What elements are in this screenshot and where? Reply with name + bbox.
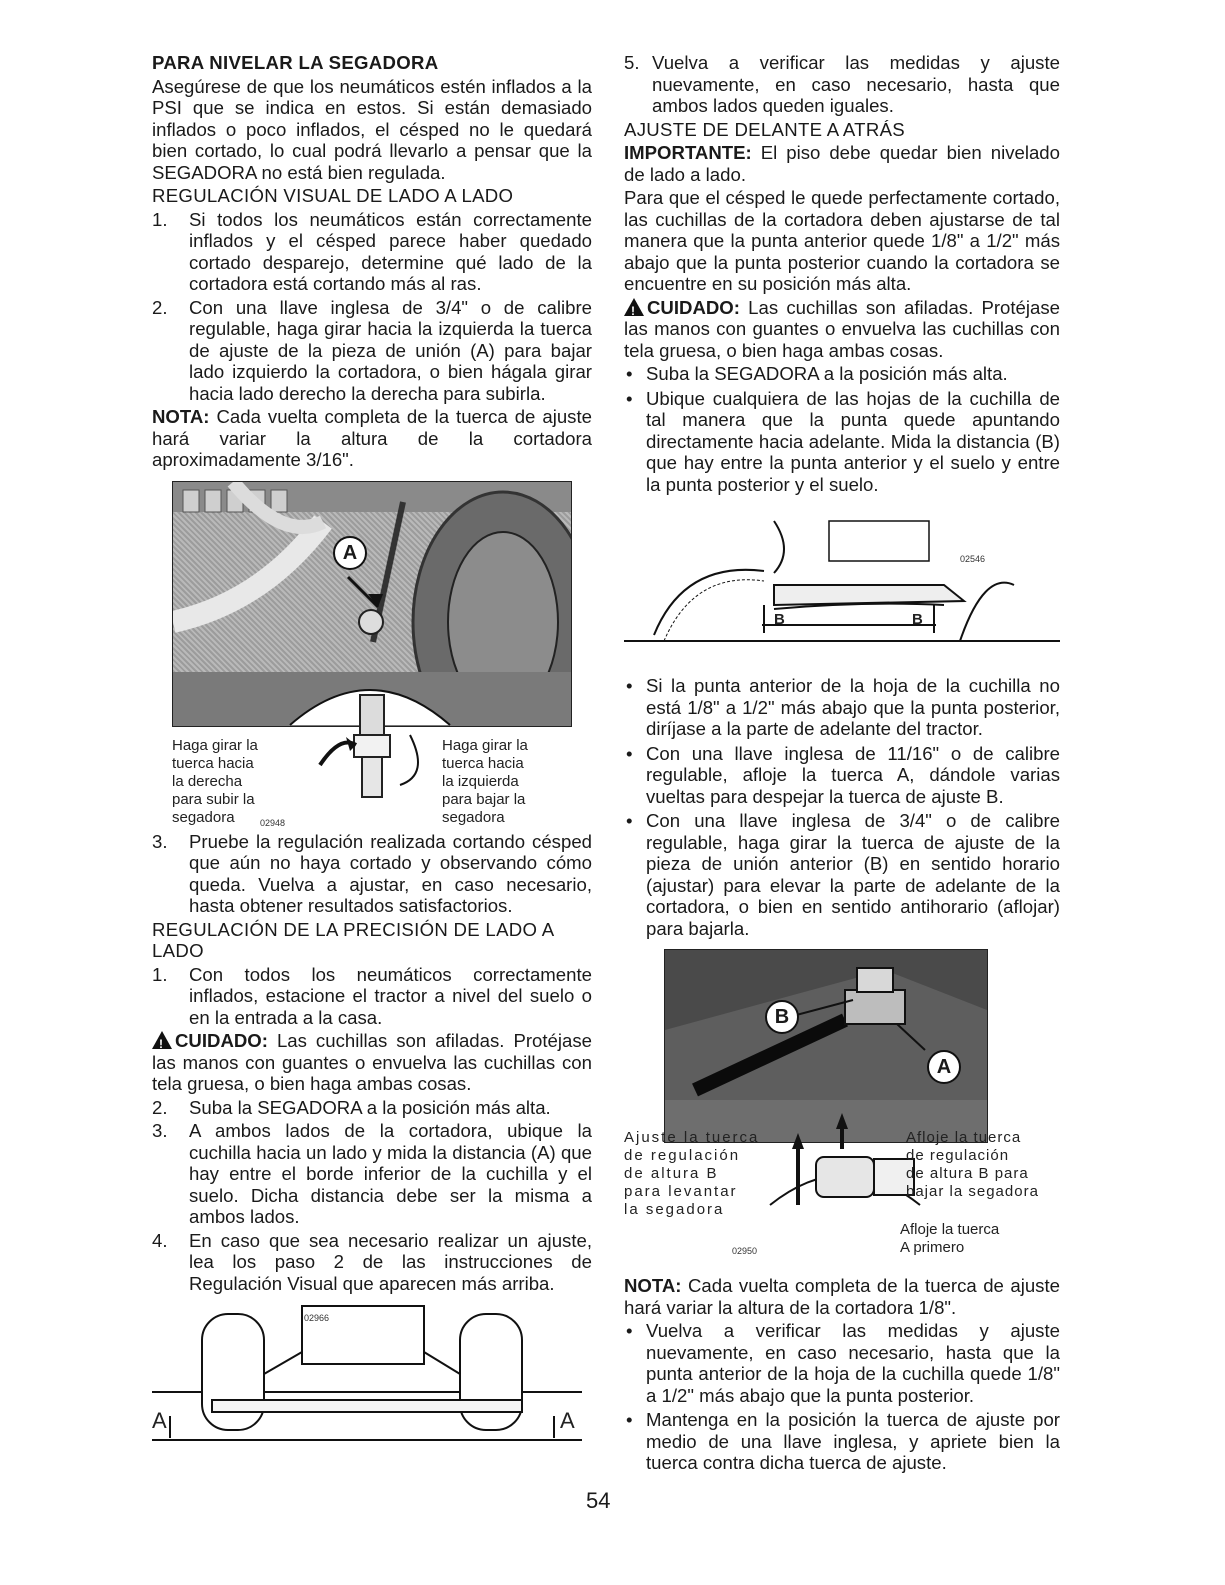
- mower-deck-illustration: [152, 1300, 592, 1450]
- blade-measurement-illustration: [624, 501, 1060, 671]
- page-number: 54: [586, 1488, 611, 1513]
- warning-icon: [624, 298, 644, 316]
- bullet-item: • Ubique cualquiera de las hojas de la cuchilla de tal manera que la punta quede apuntando directamente hacia adelante. Mida la distancia (B) que hay entre la punta anterior y el suelo y entre la punta posterior y el suelo.: [626, 387, 1060, 495]
- item-number: 3.: [152, 1120, 168, 1141]
- list-item: [152, 831, 592, 917]
- note-label: NOTA:: [624, 1275, 682, 1296]
- caution-paragraph: [624, 297, 1060, 362]
- list-item: [152, 297, 592, 405]
- fig2-right-label: A: [560, 1408, 575, 1433]
- item-text: En caso que sea necesario realizar un ajuste, lea los paso 2 de las instrucciones de Regulación Visual que aparecen más arriba.: [189, 1229, 592, 1294]
- list-item: [152, 1120, 592, 1228]
- bullet-item: • Con una llave inglesa de 11/16" o de calibre regulable, afloje la tuerca A, dándole varias vueltas para despejar la tuerca de ajuste B.: [626, 742, 1060, 807]
- callout-a: A: [333, 536, 367, 570]
- list-item: [152, 1097, 592, 1119]
- item-number: 5.: [624, 52, 640, 73]
- nut-closeup-illustration: [280, 685, 460, 805]
- fig2-left-label: A: [152, 1408, 167, 1433]
- item-text: Pruebe la regulación realizada cortando césped que aún no haya cortado y observando cómo queda. Vuelva a ajustar, en caso necesario, hasta obtener resultados satisfactorios.: [189, 830, 592, 916]
- item-number: 1.: [152, 208, 168, 230]
- item-text: Con todos los neumáticos correctamente inflados, estacione el tractor a nivel del suelo o en la entrada a la casa.: [189, 963, 592, 1028]
- figure-deck-level: [152, 1300, 592, 1450]
- list-item: [152, 209, 592, 295]
- caution-label: CUIDADO:: [175, 1030, 268, 1051]
- section-heading-precision: REGULACIÓN DE LA PRECISIÓN DE LADO A LADO: [152, 918, 554, 961]
- fig1-left-label: Haga girar la tuerca hacia la derecha para subir la segadora: [172, 736, 258, 826]
- bullet-icon: •: [626, 1320, 633, 1341]
- bullet-item: • Si la punta anterior de la hoja de la cuchilla no está 1/8" a 1/2" más abajo que la punta posterior, diríjase a la parte de adelante del tractor.: [626, 675, 1060, 739]
- fig3-left-label: B: [774, 611, 785, 628]
- item-number: 2.: [152, 296, 168, 318]
- item-text: Con una llave inglesa de 3/4" o de calibre regulable, haga girar hacia la izquierda la tuerca de ajuste de la pieza de unión (A) para bajar lado izquierdo la cortadora, o bien hágala girar hacia lado derecho la derecha para subirla.: [189, 296, 592, 404]
- important-label: IMPORTANTE:: [624, 142, 752, 163]
- list-item: [152, 1230, 592, 1295]
- fig4-right-label: Afloje la tuerca de regulación de altura B para bajar la segadora: [906, 1129, 1039, 1200]
- intro-paragraph: Asegúrese de que los neumáticos estén inflados a la PSI que se indica en estos. Si están demasiado inflados o poco inflados, el césped no le quedará bien cortado, lo cual podrá llevarlo a pensar que la SEGADORA no está bien regulada.: [152, 75, 592, 183]
- bullet-icon: •: [626, 742, 633, 764]
- figure-code: 02966: [304, 1313, 330, 1323]
- item-text: Suba la SEGADORA a la posición más alta.: [189, 1096, 551, 1118]
- figure-code: 02948: [260, 817, 286, 828]
- bullet-item: • Suba la SEGADORA a la posición más alta.: [626, 363, 1008, 384]
- figure-front-link-nut: [624, 945, 1060, 1271]
- left-column: [152, 52, 592, 1454]
- bullet-item: • Vuelva a verificar las medidas y ajuste nuevamente, en caso necesario, hasta que la punta anterior de la hoja de la cuchilla quede 1/8" a 1/2" más abajo que la punta posterior.: [626, 1320, 1060, 1406]
- item-number: 3.: [152, 830, 168, 852]
- section-heading-visual: REGULACIÓN VISUAL DE LADO A LADO: [152, 185, 514, 206]
- fig3-right-label: B: [912, 611, 923, 628]
- item-number: 2.: [152, 1096, 168, 1118]
- item-number: 1.: [152, 963, 168, 985]
- figure-code: 02950: [732, 1246, 758, 1256]
- bullet-item: • Mantenga en la posición la tuerca de ajuste por medio de una llave inglesa, y apriete bien la tuerca contra dicha tuerca de ajuste.: [626, 1409, 1060, 1473]
- callout-a: A: [927, 1050, 961, 1084]
- list-item: [624, 52, 1060, 117]
- bullet-item: • Con una llave inglesa de 3/4" o de calibre regulable, haga girar la tuerca de ajuste de la pieza de unión anterior (B) en sentido horario (ajustar) para elevar la parte de adelante de la cortadora, o bien en sentido antihorario (aflojar) para bajarla.: [626, 810, 1060, 939]
- section-title: PARA NIVELAR LA SEGADORA: [152, 52, 439, 73]
- caution-text: Las cuchillas son afiladas. Protéjase las manos con guantes o envuelva las cuchillas con tela gruesa, o bien haga ambas cosas.: [624, 296, 1060, 361]
- caution-paragraph: [152, 1030, 592, 1095]
- important-text: El piso debe quedar bien nivelado de lado a lado.: [624, 142, 1060, 185]
- item-text: Si todos los neumáticos están correctamente inflados y el césped parece haber quedado cortado desparejo, determine qué lado de la cortadora está cortando más al ras.: [189, 208, 592, 294]
- list-item: [152, 964, 592, 1029]
- bullet-icon: •: [626, 387, 633, 409]
- note-label: NOTA:: [152, 406, 210, 427]
- blade-paragraph: Para que el césped le quede perfectamente cortado, las cuchillas de la cortadora deben ajustarse de tal manera que la punta anterior quede 1/8" a 1/2" más abajo que la punta posterior cuando la cortadora se encuentre en su posición más alta.: [624, 187, 1060, 294]
- section-heading-front-back: AJUSTE DE DELANTE A ATRÁS: [624, 118, 905, 140]
- figure-code: 02546: [960, 554, 986, 564]
- note-text: Cada vuelta completa de la tuerca de ajuste hará variar la altura de la cortadora aproximadamente 3/16".: [152, 406, 592, 470]
- figure-adjustment-nut: [152, 477, 592, 827]
- note-paragraph: [152, 406, 592, 471]
- item-text: A ambos lados de la cortadora, ubique la cuchilla hacia un lado y mida la distancia (A) que hay entre el borde inferior de la cuchilla y el suelo. Dicha distancia debe ser la misma a ambos lados.: [189, 1120, 592, 1227]
- figure-blade-measure: [624, 501, 1060, 671]
- item-text: Vuelva a verificar las medidas y ajuste nuevamente, en caso necesario, hasta que ambos lados queden iguales.: [652, 52, 1060, 116]
- caution-label: CUIDADO:: [647, 296, 740, 318]
- warning-icon: [152, 1031, 172, 1049]
- fig4-left-label: Ajuste la tuerca de regulación de altura B para levantar la segadora: [624, 1129, 760, 1218]
- right-column: [624, 52, 1060, 1477]
- callout-b: B: [765, 1000, 799, 1034]
- bullet-icon: •: [626, 1409, 633, 1430]
- important-paragraph: [624, 142, 1060, 185]
- bullet-icon: •: [626, 810, 633, 831]
- bullet-icon: •: [626, 363, 633, 384]
- note-paragraph: [624, 1275, 1060, 1318]
- fig1-right-label: Haga girar la tuerca hacia la izquierda para bajar la segadora: [442, 736, 528, 826]
- fig4-bottom-label: Afloje la tuerca A primero: [900, 1221, 1000, 1256]
- caution-text: Las cuchillas son afiladas. Protéjase las manos con guantes o envuelva las cuchillas con tela gruesa, o bien haga ambas cosas.: [152, 1030, 592, 1094]
- bullet-icon: •: [626, 675, 633, 696]
- note-text: Cada vuelta completa de la tuerca de ajuste hará variar la altura de la cortadora 1/8".: [624, 1275, 1060, 1318]
- item-number: 4.: [152, 1229, 168, 1251]
